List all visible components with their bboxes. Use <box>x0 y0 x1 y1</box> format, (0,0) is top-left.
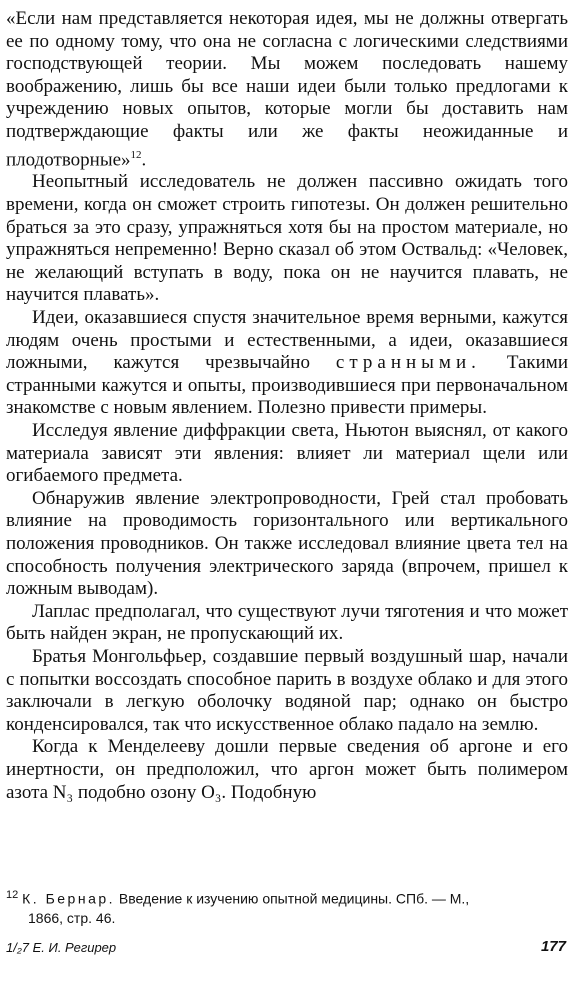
page-number: 177 <box>540 938 566 955</box>
footnote-number: 12 <box>6 889 19 901</box>
paragraph-quote <box>6 8 568 171</box>
paragraph-5: Обнаружив явление электропроводности, Грей стал пробовать влияние на проводимость горизонтального или вертикального положения проводников. Он также исследовал влияние цвета тел на способность получения электрического заряда (впрочем, пришел к ложным выводам). <box>6 487 568 600</box>
page-body <box>6 8 568 804</box>
paragraph-3 <box>6 307 568 420</box>
paragraph-6: Лаплас предполагал, что существуют лучи тяготения и что может быть найден экран, не пропускающий их. <box>6 600 568 645</box>
footnote-line-2: 1866, стр. 46. <box>28 909 116 926</box>
spaced-word: странными. <box>335 352 481 374</box>
footnote-ref: 12 <box>130 148 142 161</box>
paragraph-8: Когда к Менделееву дошли первые сведения об аргоне и его инертности, он предположил, что аргон может быть полимером азота N₃ подобно озону O₃. Подобную <box>6 736 568 803</box>
paragraph-7: Братья Монгольфьер, создавшие первый воздушный шар, начали с попытки воссоздать способное парить в воздухе облако и для этого заключали в легкую оболочку водяной пар; однако он быстро конденсировался, так что искусственное облако падало на землю. <box>6 645 568 735</box>
page-footer <box>6 940 566 955</box>
footnote-author: К. Бернар. <box>22 890 116 907</box>
footnote-line-1 <box>6 886 568 909</box>
quote-end: . <box>141 148 147 170</box>
paragraph-3-a: Идеи, оказавшиеся спустя значительное время верными, кажутся людям очень простыми и естественными, а идеи, оказавшиеся ложными, кажутся чрезвычайно <box>6 307 568 374</box>
footnote-text: Введение к изучению опытной медицины. СПб. — М., <box>118 890 470 907</box>
printer-signature: 1/₂7 Е. И. Регирер <box>6 940 117 955</box>
paragraph-4: Исследуя явление диффракции света, Ньютон выяснял, от какого материала зависят эти явления: влияет ли материал щели или огибаемого предмета. <box>6 420 568 487</box>
footnote <box>6 886 568 928</box>
paragraph-2: Неопытный исследователь не должен пассивно ожидать того времени, когда он сможет строить гипотезы. Он должен решительно браться за это сразу, упражняться хотя бы на простом материале, но упражняться непременно! Верно сказал об этом Оствальд: «Человек, не желающий вступать в воду, пока он не научится плавать, не научится плавать». <box>6 171 568 306</box>
quote-text: «Если нам представляется некоторая идея, мы не должны отвергать ее по одному тому, что она не согласна с логическими следствиями господствующей теории. Мы можем последовать нашему воображению, лишь бы все наши идеи были только предлогами к учреждению новых опытов, которые могли бы доставить нам подтверждающие факты или же факты неожиданные и плодотворные» <box>6 8 568 170</box>
paragraph-3-b: Такими странными кажутся и опыты, производившиеся при первоначальном знакомстве с новым явлением. Полезно привести примеры. <box>6 352 568 419</box>
